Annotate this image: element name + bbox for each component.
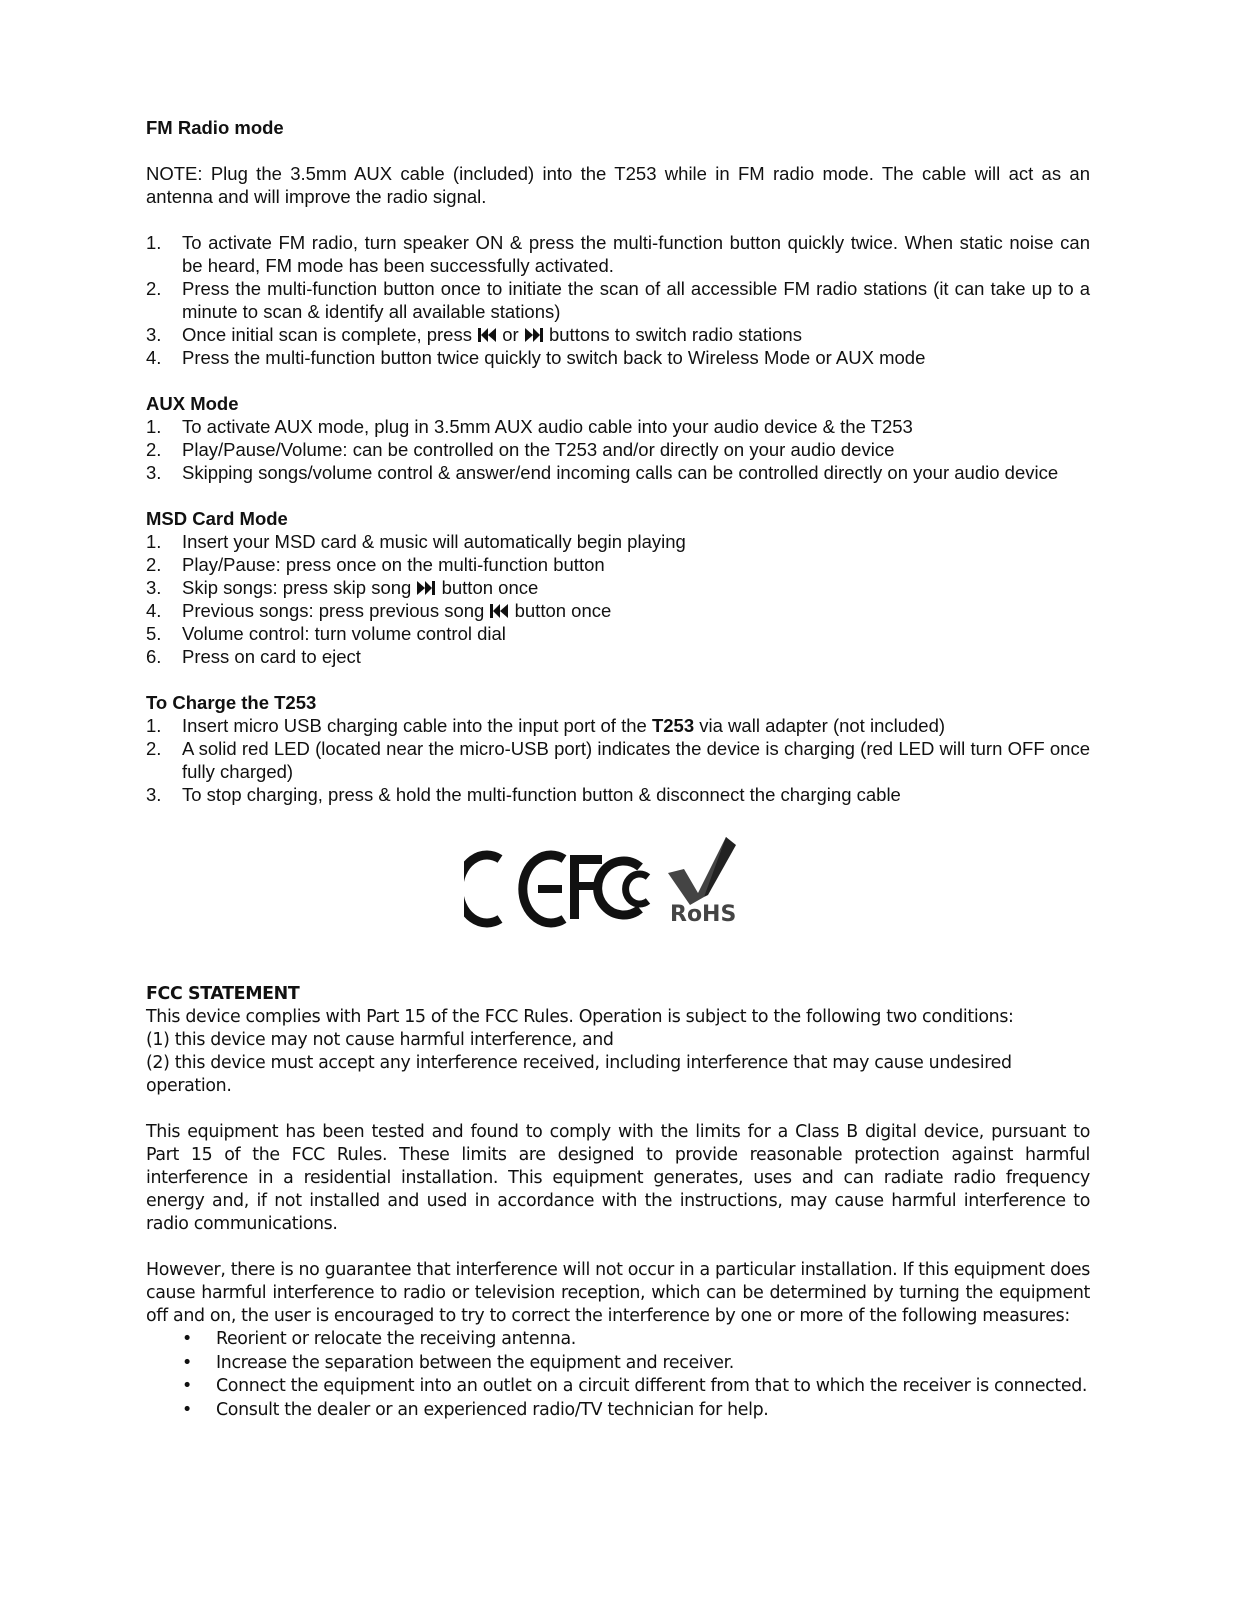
list-item: • Connect the equipment into an outlet on a circuit different from that to which the receiver is connected. (182, 1376, 1088, 1396)
previous-track-icon (490, 603, 508, 619)
list-item: 1. To activate FM radio, turn speaker ON & press the multi-function button quickly twice. When static noise can be heard, FM mode has been successfully activated. (146, 232, 1090, 276)
list-item: 5. Volume control: turn volume control dial (146, 623, 506, 644)
list-item: 4. Previous songs: press previous song button once (146, 600, 612, 621)
list-item: 2. Play/Pause/Volume: can be controlled on the T253 and/or directly on your audio device (146, 439, 895, 460)
aux-mode-steps (146, 415, 1090, 484)
list-item: 1. To activate AUX mode, plug in 3.5mm AUX audio cable into your audio device & the T253 (146, 416, 913, 437)
fcc-statement (146, 983, 1090, 1422)
list-item: • Consult the dealer or an experienced radio/TV technician for help. (182, 1399, 769, 1420)
fm-radio-steps (146, 231, 1090, 369)
fcc-paragraph-guarantee: However, there is no guarantee that interference will not occur in a particular installation. If this equipment does cause harmful interference to radio or television reception, which can be determined by turning the equipment off and on, the user is encouraged to try to correct the interference by one or more of the following measures: (146, 1260, 1090, 1326)
list-item: 6. Press on card to eject (146, 646, 361, 667)
fcc-mark-logo (570, 855, 648, 919)
fm-radio-note: NOTE: Plug the 3.5mm AUX cable (included) into the T253 while in FM radio mode. The cable will act as an antenna and will improve the radio signal. (146, 163, 1090, 207)
list-item: 1. Insert micro USB charging cable into the input port of the T253 via wall adapter (not included) (146, 715, 946, 736)
fcc-line: (1) this device may not cause harmful interference, and (146, 1030, 614, 1050)
list-item: • Increase the separation between the equipment and receiver. (182, 1352, 734, 1373)
list-item: 1. Insert your MSD card & music will automatically begin playing (146, 531, 686, 552)
list-item: 2. A solid red LED (located near the micro-USB port) indicates the device is charging (red LED will turn OFF once fully charged) (146, 738, 1090, 782)
list-item: 4. Press the multi-function button twice quickly to switch back to Wireless Mode or AUX mode (146, 347, 926, 368)
svg-text:RoHS: RoHS (670, 902, 737, 927)
rohs-mark-logo (668, 837, 736, 927)
msd-card-heading: MSD Card Mode (146, 508, 288, 529)
list-item: 3. Skipping songs/volume control & answer/end incoming calls can be controlled directly on your audio device (146, 462, 1059, 483)
next-track-icon (525, 327, 543, 343)
charge-heading: To Charge the T253 (146, 692, 317, 713)
msd-card-steps (146, 530, 1090, 668)
list-item: 2. Play/Pause: press once on the multi-function button (146, 554, 605, 575)
fcc-paragraph-class-b: This equipment has been tested and found to comply with the limits for a Class B digital device, pursuant to Part 15 of the FCC Rules. These limits are designed to provide reasonable protection against harmful interference in a residential installation. This equipment generates, uses and can radiate radio frequency energy and, if not installed and used in accordance with the instructions, may cause harmful interference to radio communications. (146, 1122, 1090, 1234)
ce-mark-logo (464, 855, 564, 923)
manual-page (146, 116, 1090, 1422)
list-item: 3. To stop charging, press & hold the multi-function button & disconnect the charging cable (146, 784, 901, 805)
fcc-statement-heading: FCC STATEMENT (146, 984, 300, 1004)
certification-marks-logo (464, 833, 744, 933)
fm-radio-heading: FM Radio mode (146, 117, 284, 138)
charge-steps (146, 714, 1090, 806)
fcc-line: This device complies with Part 15 of the FCC Rules. Operation is subject to the following two conditions: (146, 1007, 1014, 1027)
next-track-icon (417, 580, 435, 596)
fcc-line: (2) this device must accept any interference received, including interference that may cause undesired operation. (146, 1053, 1012, 1096)
previous-track-icon (478, 327, 496, 343)
list-item: 3. Once initial scan is complete, press or buttons to switch radio stations (146, 324, 802, 345)
list-item: • Reorient or relocate the receiving antenna. (182, 1329, 576, 1349)
list-item: 2. Press the multi-function button once to initiate the scan of all accessible FM radio stations (it can take up to a minute to scan & identify all available stations) (146, 278, 1090, 322)
aux-mode-heading: AUX Mode (146, 393, 239, 414)
certification-logos (146, 833, 1090, 943)
list-item: 3. Skip songs: press skip song button once (146, 577, 539, 598)
fcc-measures-list (146, 1328, 1090, 1422)
